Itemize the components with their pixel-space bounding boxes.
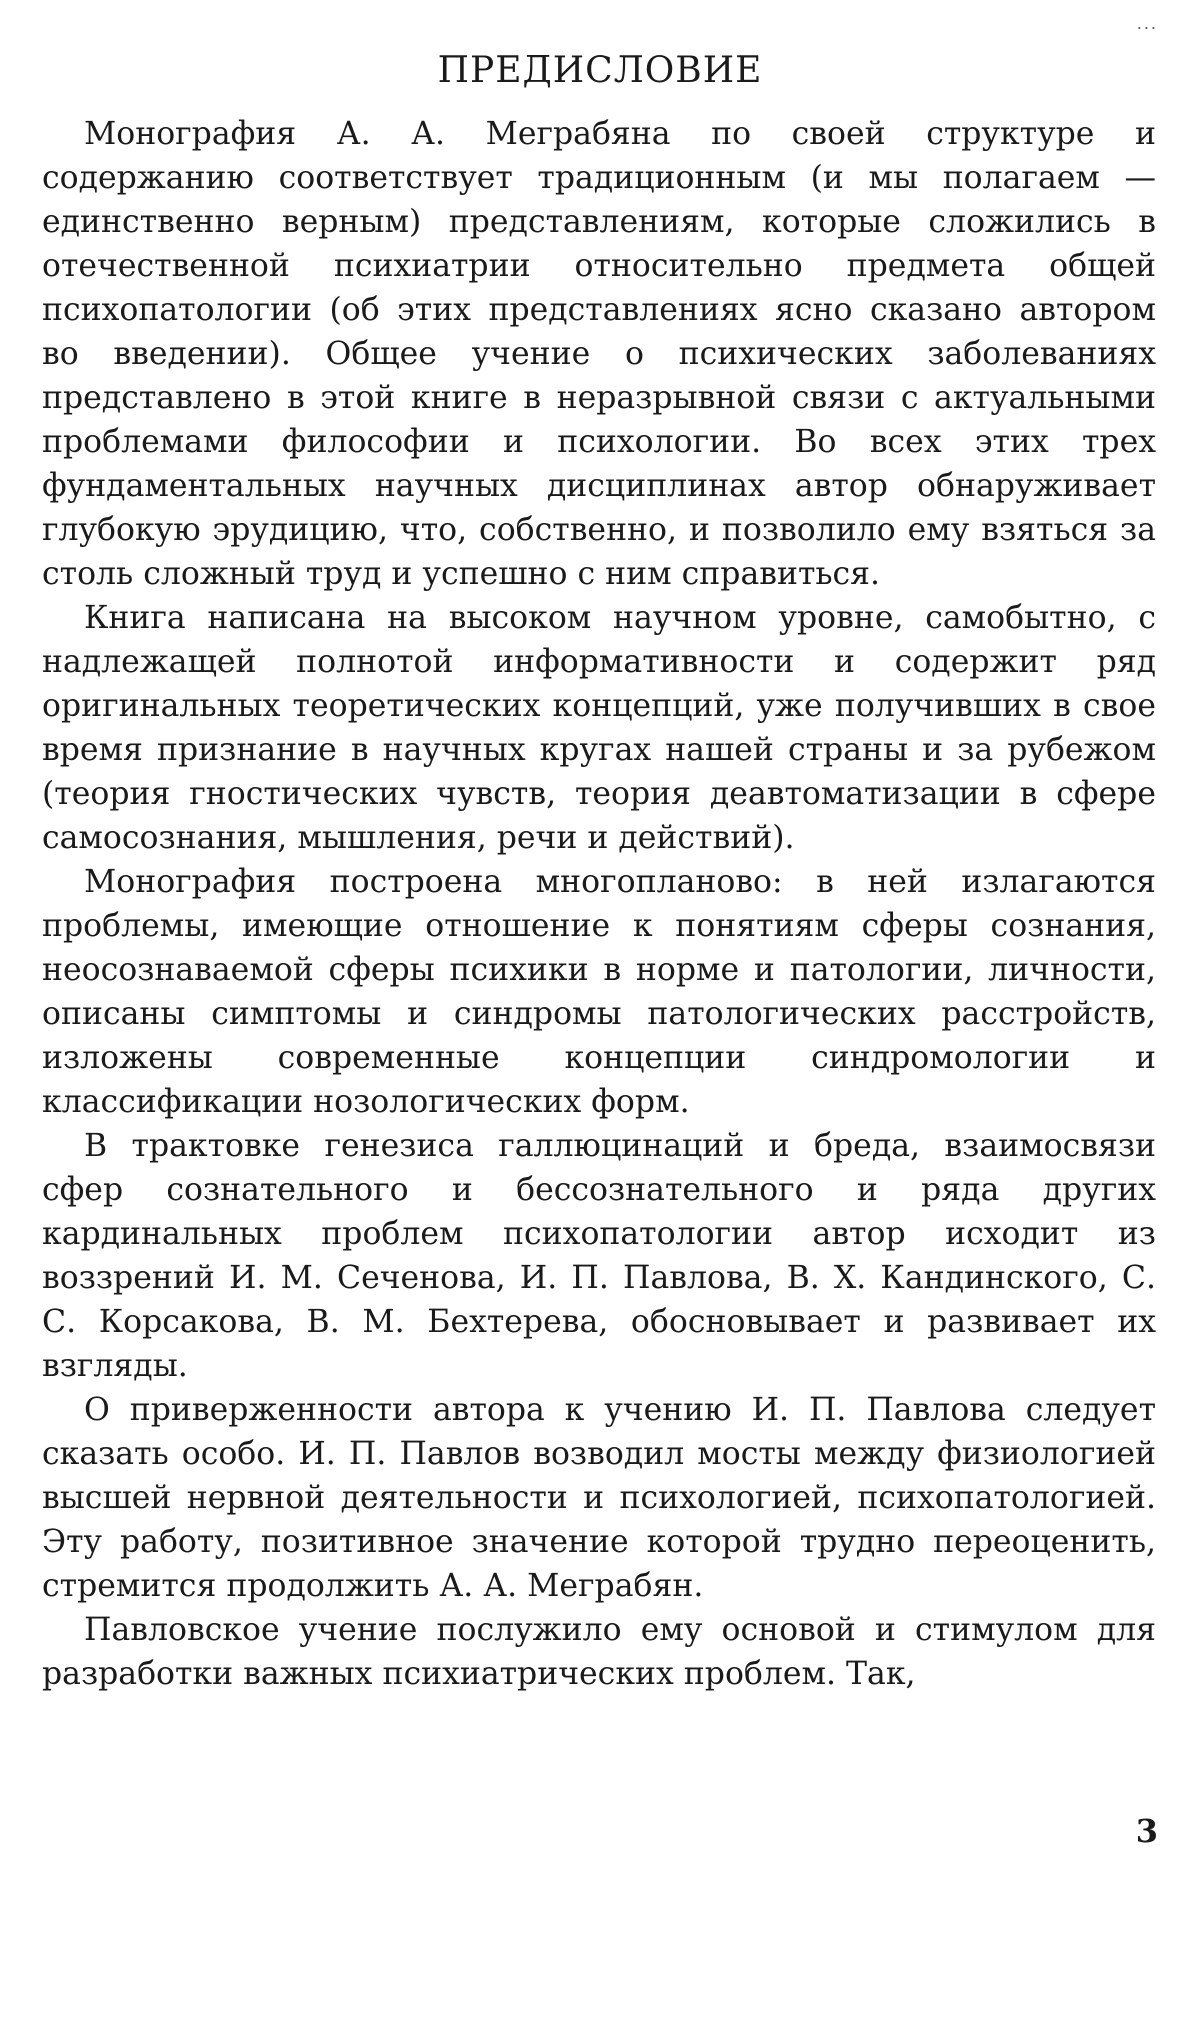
corner-mark: ... xyxy=(1136,14,1158,33)
paragraph-1: Монография А. А. Меграбяна по своей структуре и содержанию соответствует традиционным (и мы полагаем — единственно верным) представлениям, которые сложились в отечественной психиатрии относительно предмета общей психопатологии (об этих представлениях ясно сказано автором во введении). Общее учение о психических заболеваниях представлено в этой книге в неразрывной связи с актуальными проблемами философии и психологии. Во всех этих трех фундаментальных научных дисциплинах автор обнаруживает глубокую эрудицию, что, собственно, и позволило ему взяться за столь сложный труд и успешно с ним справиться. xyxy=(42,116,1156,592)
page-number: 3 xyxy=(1135,1812,1158,1850)
paragraph-4: В трактовке генезиса галлюцинаций и бреда, взаимосвязи сфер сознательного и бессознательного и ряда других кардинальных проблем психопатологии автор исходит из воззрений И. М. Сеченова, И. П. Павлова, В. Х. Кандинского, С. С. Корсакова, В. М. Бехтерева, обосновывает и развивает их взгляды. xyxy=(42,1128,1156,1384)
paragraph-5: О приверженности автора к учению И. П. Павлова следует сказать особо. И. П. Павлов возводил мосты между физиологией высшей нервной деятельности и психологией, психопатологией. Эту работу, позитивное значение которой трудно переоценить, стремится продолжить А. А. Меграбян. xyxy=(42,1392,1156,1604)
paragraph-2: Книга написана на высоком научном уровне, самобытно, с надлежащей полнотой информативности и содержит ряд оригинальных теоретических концепций, уже получивших в свое время признание в научных кругах нашей страны и за рубежом (теория гностических чувств, теория деавтоматизации в сфере самосознания, мышления, речи и действий). xyxy=(42,600,1156,856)
page-title: ПРЕДИСЛОВИЕ xyxy=(437,50,763,92)
body-text xyxy=(42,112,1156,1696)
paragraph-3: Монография построена многопланово: в ней излагаются проблемы, имеющие отношение к понятиям сферы сознания, неосознаваемой сферы психики в норме и патологии, личности, описаны симптомы и синдромы патологических расстройств, изложены современные концепции синдромологии и классификации нозологических форм. xyxy=(42,864,1156,1120)
paragraph-6: Павловское учение послужило ему основой и стимулом для разработки важных психиатрических проблем. Так, xyxy=(42,1612,1156,1692)
